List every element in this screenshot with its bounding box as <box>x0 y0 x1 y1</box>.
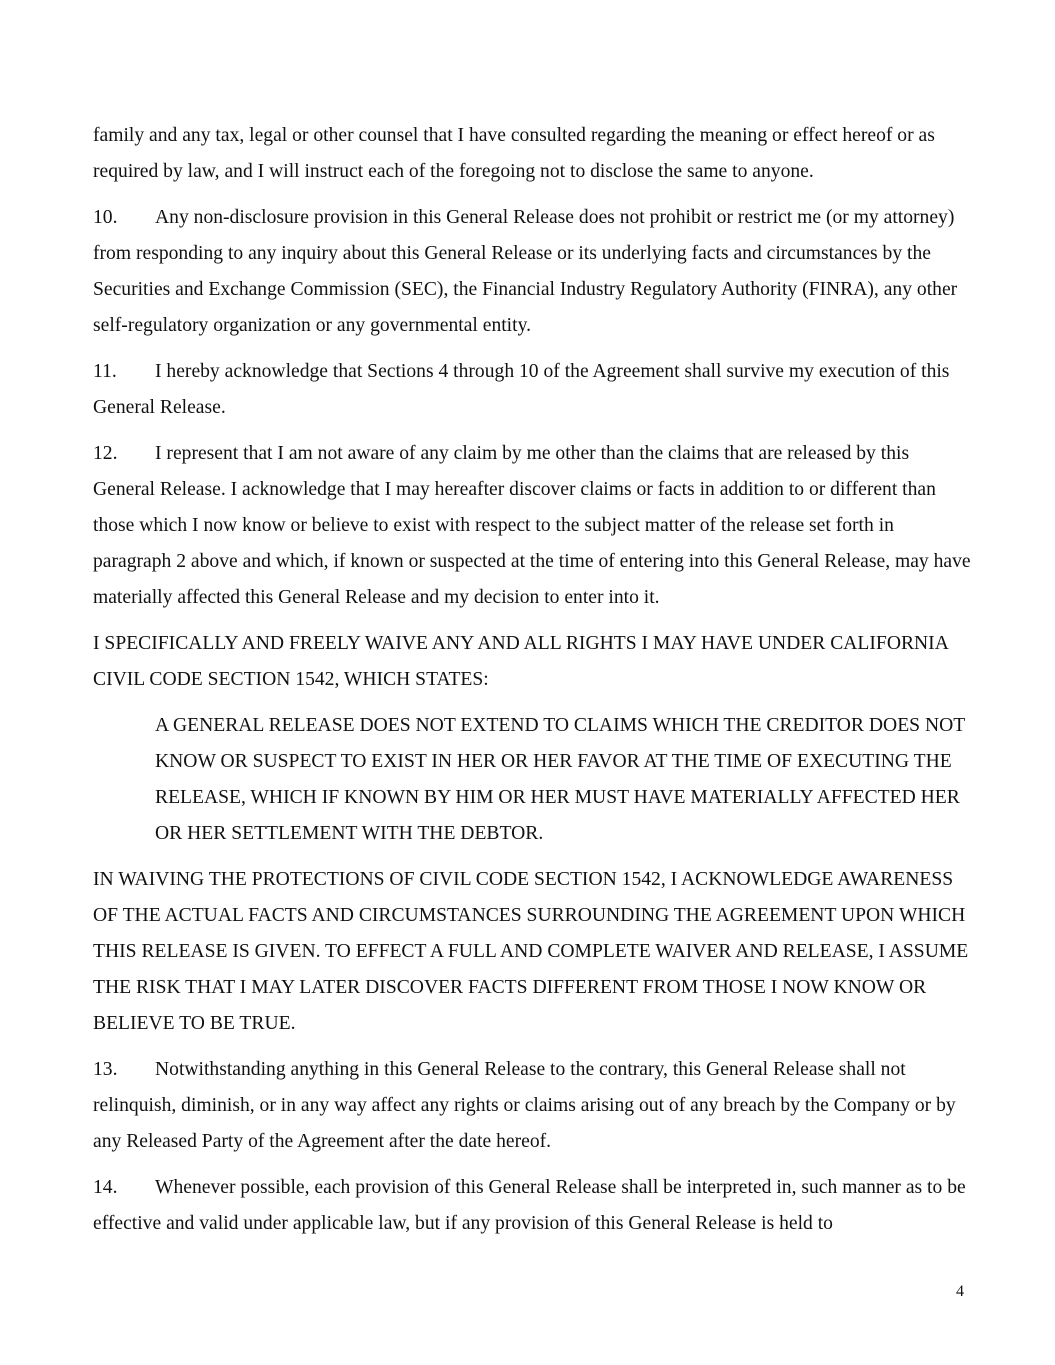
paragraph-text: Any non-disclosure provision in this General Release does not prohibit or restrict me (or my attorney) from responding to any inquiry about this General Release or its underlying facts and circumstances by the Securities and Exchange Commission (SEC), the Financial Industry Regulatory Authority (FINRA), any other self-regulatory organization or any governmental entity. <box>93 207 958 336</box>
paragraph-13 <box>93 1052 973 1160</box>
paragraph-10 <box>93 200 973 344</box>
paragraph-continuation <box>93 118 973 190</box>
paragraph-number: 11. <box>93 361 117 382</box>
paragraph-number: 14. <box>93 1177 118 1198</box>
paragraph-number: 12. <box>93 443 118 464</box>
document-body <box>93 118 973 1252</box>
paragraph-text: Whenever possible, each provision of this General Release shall be interpreted in, such manner as to be effective and valid under applicable law, but if any provision of this General Release is held to <box>93 1177 966 1234</box>
paragraph-number: 10. <box>93 207 118 228</box>
paragraph-text: I represent that I am not aware of any claim by me other than the claims that are released by this General Release. I acknowledge that I may hereafter discover claims or facts in addition to or different than those which I now know or believe to exist with respect to the subject matter of the release set forth in paragraph 2 above and which, if known or suspected at the time of entering into this General Release, may have materially affected this General Release and my decision to enter into it. <box>93 443 971 608</box>
paragraph-number: 13. <box>93 1059 118 1080</box>
paragraph-text: I hereby acknowledge that Sections 4 through 10 of the Agreement shall survive my execution of this General Release. <box>93 361 950 418</box>
paragraph-12 <box>93 436 973 616</box>
paragraph-text: Notwithstanding anything in this General Release to the contrary, this General Release shall not relinquish, diminish, or in any way affect any rights or claims arising out of any breach by the Company or by any Released Party of the Agreement after the date hereof. <box>93 1059 956 1152</box>
paragraph-11 <box>93 354 973 426</box>
waiver-intro: I SPECIFICALLY AND FREELY WAIVE ANY AND ALL RIGHTS I MAY HAVE UNDER CALIFORNIA CIVIL CODE SECTION 1542, WHICH STATES: <box>93 633 948 690</box>
paragraph-14 <box>93 1170 973 1242</box>
page-number: 4 <box>956 1283 964 1300</box>
statute-quote: A GENERAL RELEASE DOES NOT EXTEND TO CLAIMS WHICH THE CREDITOR DOES NOT KNOW OR SUSPECT TO EXIST IN HER OR HER FAVOR AT THE TIME OF EXECUTING THE RELEASE, WHICH IF KNOWN BY HIM OR HER MUST HAVE MATERIALLY AFFECTED HER OR HER SETTLEMENT WITH THE DEBTOR. <box>155 715 965 844</box>
paragraph-text: family and any tax, legal or other counsel that I have consulted regarding the meaning or effect hereof or as required by law, and I will instruct each of the foregoing not to disclose the same to anyone. <box>93 125 935 182</box>
waiver-acknowledgment: IN WAIVING THE PROTECTIONS OF CIVIL CODE SECTION 1542, I ACKNOWLEDGE AWARENESS OF THE ACTUAL FACTS AND CIRCUMSTANCES SURROUNDING THE AGREEMENT UPON WHICH THIS RELEASE IS GIVEN. TO EFFECT A FULL AND COMPLETE WAIVER AND RELEASE, I ASSUME THE RISK THAT I MAY LATER DISCOVER FACTS DIFFERENT FROM THOSE I NOW KNOW OR BELIEVE TO BE TRUE. <box>93 869 969 1034</box>
